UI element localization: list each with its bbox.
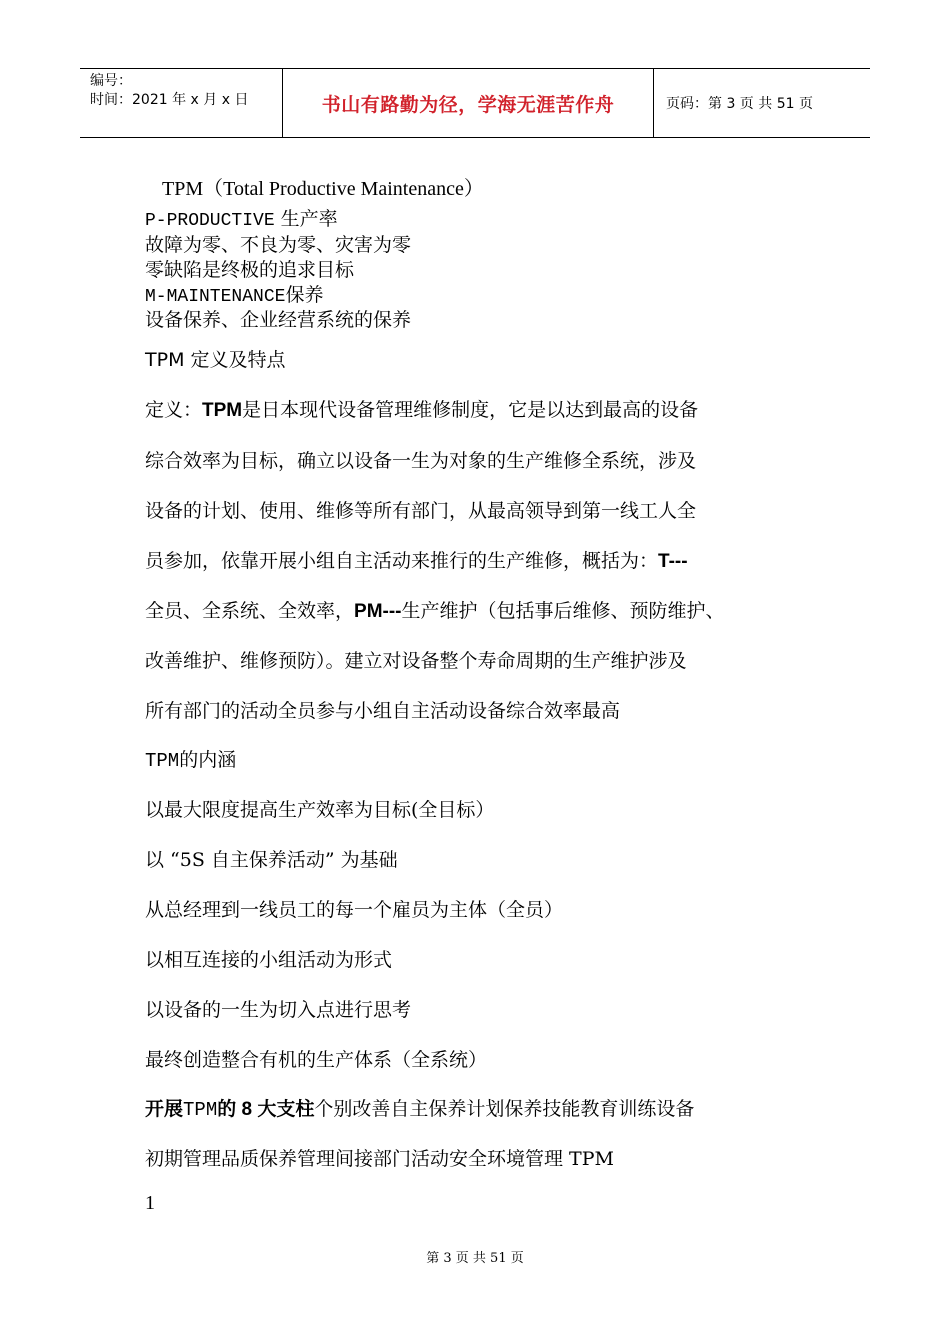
number-label: 编号：	[90, 73, 132, 89]
acronym-m-line	[145, 283, 323, 310]
date-label: 时间：2021 年 x 月 x 日	[90, 92, 249, 108]
connotation-heading	[145, 745, 236, 772]
pillars-lead-b: 的 8 大支柱	[217, 1099, 315, 1120]
definition-line-5	[145, 596, 725, 623]
acronym-m-cn: 保养	[285, 284, 324, 306]
definition-line-6: 改善维护、维修预防）。建立对设备整个寿命周期的生产维护涉及	[145, 650, 687, 672]
connotation-item: 以 “5S 自主保养活动” 为基础	[145, 849, 398, 871]
definition-line-7: 所有部门的活动全员参与小组自主活动设备综合效率最高	[145, 700, 621, 722]
pillars-lead-a: 开展	[145, 1099, 184, 1120]
connotation-heading-latin: TPM	[145, 750, 180, 772]
connotation-heading-cn: 的内涵	[179, 749, 237, 771]
header-meta	[80, 69, 282, 137]
definition-text-1: 是日本现代设备管理维修制度，它是以达到最高的设备	[242, 399, 699, 421]
connotation-item: 以最大限度提高生产效率为目标(全目标）	[145, 799, 495, 821]
definition-heading: TPM 定义及特点	[145, 349, 286, 371]
connotation-item: 以相互连接的小组活动为形式	[145, 949, 393, 971]
definition-t-marker: T---	[658, 551, 688, 572]
acronym-p-cn: 生产率	[274, 208, 338, 230]
acronym-m-item-1: 设备保养、企业经营系统的保养	[145, 309, 412, 331]
definition-text-5a: 全员、全系统、全效率，	[145, 600, 355, 622]
definition-tpm: TPM	[202, 400, 243, 421]
page-footer: 第 3 页 共 51 页	[426, 1251, 524, 1266]
header-motto: 书山有路勤为径，学海无涯苦作舟	[282, 69, 654, 137]
connotation-item: 以设备的一生为切入点进行思考	[145, 999, 412, 1021]
document-title: TPM（Total Productive Maintenance）	[162, 178, 484, 200]
document-header	[80, 68, 870, 138]
definition-text-5c: 生产维护（包括事后维修、预防维护、	[401, 600, 725, 622]
connotation-item: 最终创造整合有机的生产体系（全系统）	[145, 1049, 488, 1071]
definition-pm-marker: PM---	[354, 601, 402, 622]
pillars-line-1	[145, 1094, 694, 1121]
definition-label: 定义：	[145, 399, 203, 421]
acronym-p-latin: P-PRODUCTIVE	[145, 211, 275, 231]
definition-line-3: 设备的计划、使用、维修等所有部门，从最高领导到第一线工人全	[145, 500, 697, 522]
page-number: 1	[145, 1192, 155, 1214]
connotation-item: 从总经理到一线员工的每一个雇员为主体（全员）	[145, 899, 564, 921]
header-page-info: 页码：第 3 页 共 51 页	[666, 96, 813, 112]
acronym-p-item-2: 零缺陷是终极的追求目标	[145, 259, 355, 281]
pillars-lead-latin: TPM	[183, 1099, 218, 1121]
pillars-text-1: 个别改善自主保养计划保养技能教育训练设备	[314, 1098, 695, 1120]
acronym-p-item-1: 故障为零、不良为零、灾害为零	[145, 234, 412, 256]
acronym-p-line	[145, 207, 338, 234]
definition-line-4	[145, 546, 688, 573]
definition-line-1	[145, 395, 698, 422]
definition-line-2: 综合效率为目标，确立以设备一生为对象的生产维修全系统，涉及	[145, 450, 697, 472]
pillars-line-2: 初期管理品质保养管理间接部门活动安全环境管理 TPM	[145, 1148, 614, 1170]
acronym-m-latin: M-MAINTENANCE	[145, 287, 286, 307]
definition-text-4: 员参加，依靠开展小组自主活动来推行的生产维修，概括为：	[145, 550, 659, 572]
